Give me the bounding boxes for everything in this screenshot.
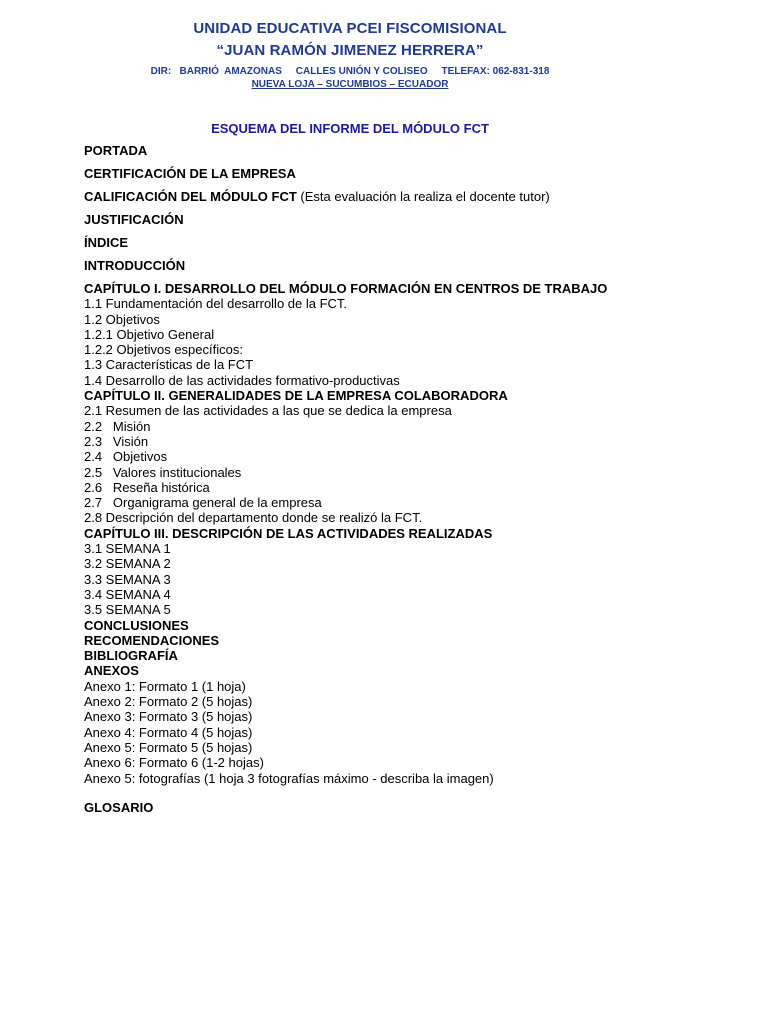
document-body	[84, 143, 624, 815]
outline-item: 3.5 SEMANA 5	[84, 602, 171, 618]
outline-item: 2.6 Reseña histórica	[84, 479, 210, 495]
outline-item: 2.4 Objetivos	[84, 449, 168, 465]
chapter-1-title: CAPÍTULO I. DESARROLLO DEL MÓDULO FORMACIÓN EN CENTROS DE TRABAJO	[84, 281, 608, 296]
section-certificacion: CERTIFICACIÓN DE LA EMPRESA	[84, 166, 296, 181]
anexo-item: Anexo 2: Formato 2 (5 hojas)	[84, 694, 253, 710]
outline-item: 1.2.1 Objetivo General	[84, 326, 215, 342]
outline-item: 2.1 Resumen de las actividades a las que se dedica la empresa	[84, 403, 452, 419]
section-conclusiones: CONCLUSIONES	[84, 617, 189, 633]
outline-item: 2.7 Organigrama general de la empresa	[84, 495, 322, 511]
section-indice: ÍNDICE	[84, 235, 129, 250]
document-title: ESQUEMA DEL INFORME DEL MÓDULO FCT	[211, 121, 489, 136]
section-recomendaciones: RECOMENDACIONES	[84, 632, 220, 648]
outline-item: 3.1 SEMANA 1	[84, 541, 171, 557]
section-bibliografia: BIBLIOGRAFÍA	[84, 648, 178, 664]
outline-item: 3.4 SEMANA 4	[84, 586, 171, 602]
section-anexos: ANEXOS	[84, 663, 139, 679]
outline-item: 3.3 SEMANA 3	[84, 571, 171, 587]
anexo-item: Anexo 1: Formato 1 (1 hoja)	[84, 678, 246, 694]
section-portada: PORTADA	[84, 143, 148, 158]
anexo-item: Anexo 6: Formato 6 (1-2 hojas)	[84, 755, 264, 771]
outline-item: 2.8 Descripción del departamento donde se realizó la FCT.	[84, 510, 423, 526]
outline-item: 2.2 Misión	[84, 418, 151, 434]
section-calificacion-label: CALIFICACIÓN DEL MÓDULO FCT	[84, 189, 297, 204]
outline-item: 1.3 Características de la FCT	[84, 357, 254, 373]
anexo-item: Anexo 3: Formato 3 (5 hojas)	[84, 709, 253, 725]
chapter-3-title: CAPÍTULO III. DESCRIPCIÓN DE LAS ACTIVIDADES REALIZADAS	[84, 525, 493, 541]
school-name: UNIDAD EDUCATIVA PCEI FISCOMISIONAL	[193, 20, 507, 37]
outline-item: 1.2 Objetivos	[84, 311, 160, 327]
chapter-2-title: CAPÍTULO II. GENERALIDADES DE LA EMPRESA COLABORADORA	[84, 388, 508, 404]
outline-item: 1.1 Fundamentación del desarrollo de la FCT.	[84, 296, 348, 312]
section-calificacion	[84, 189, 624, 205]
anexo-item: Anexo 5: Formato 5 (5 hojas)	[84, 739, 253, 755]
outline-item: 1.2.2 Objetivos específicos:	[84, 342, 243, 358]
outline-item: 1.4 Desarrollo de las actividades formativo-productivas	[84, 372, 400, 388]
outline-item: 2.5 Valores institucionales	[84, 464, 242, 480]
letterhead	[0, 18, 700, 91]
section-glosario: GLOSARIO	[84, 799, 154, 815]
school-address: DIR: BARRIÓ AMAZONAS CALLES UNIÓN Y COLISEO TELEFAX: 062-831-318	[150, 66, 550, 77]
section-calificacion-note: (Esta evaluación la realiza el docente tutor)	[296, 189, 550, 204]
anexo-item: Anexo 4: Formato 4 (5 hojas)	[84, 724, 253, 740]
section-justificacion: JUSTIFICACIÓN	[84, 212, 184, 227]
school-city: NUEVA LOJA – SUCUMBIOS – ECUADOR	[251, 79, 449, 90]
spacer	[84, 786, 624, 800]
school-subname: “JUAN RAMÓN JIMENEZ HERRERA”	[216, 42, 484, 59]
outline-block	[84, 281, 624, 815]
outline-item: 2.3 Visión	[84, 433, 149, 449]
section-introduccion: INTRODUCCIÓN	[84, 258, 186, 273]
outline-item: 3.2 SEMANA 2	[84, 556, 171, 572]
anexo-item: Anexo 5: fotografías (1 hoja 3 fotografías máximo - describa la imagen)	[84, 770, 494, 786]
